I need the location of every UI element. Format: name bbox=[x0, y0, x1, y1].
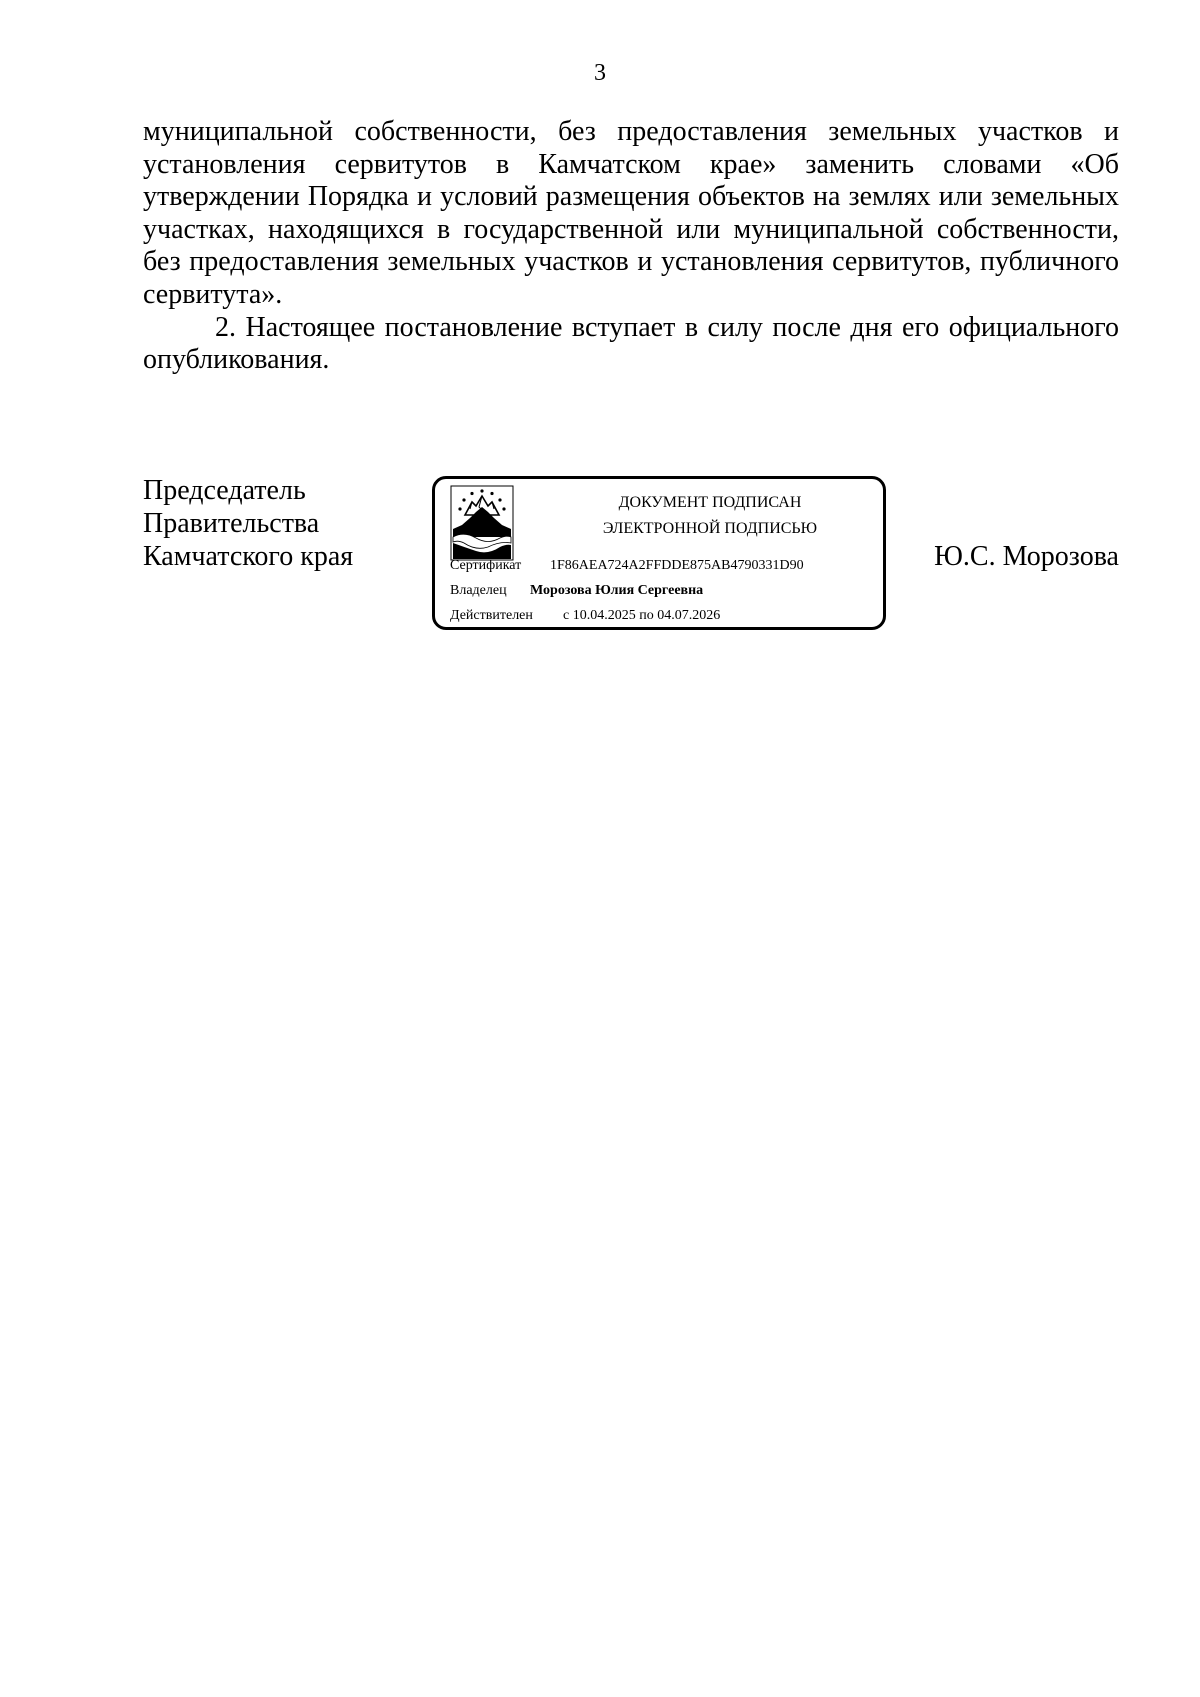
kamchatka-coat-of-arms-icon bbox=[450, 485, 514, 561]
certificate-value: 1F86AEA724A2FFDDE875AB4790331D90 bbox=[550, 558, 804, 573]
owner-value: Морозова Юлия Сергеевна bbox=[530, 583, 704, 598]
owner-label: Владелец bbox=[450, 583, 507, 598]
signer-position bbox=[143, 474, 353, 573]
signer-position-line: Камчатского края bbox=[143, 541, 354, 572]
document-body bbox=[143, 116, 1119, 377]
page-number: 3 bbox=[594, 60, 606, 86]
paragraph-item-2: 2. Настоящее постановление вступает в силу после дня его официального опубликования. bbox=[143, 311, 1119, 376]
stamp-owner-row bbox=[450, 582, 703, 600]
stamp-validity-row bbox=[450, 607, 720, 625]
stamp-heading-line: ЭЛЕКТРОННОЙ ПОДПИСЬЮ bbox=[602, 520, 818, 537]
signer-name: Ю.С. Морозова bbox=[934, 541, 1119, 572]
validity-label: Действителен bbox=[450, 608, 533, 623]
signer-position-line: Председатель bbox=[143, 475, 306, 506]
signer-position-line: Правительства bbox=[143, 508, 320, 539]
validity-value: с 10.04.2025 по 04.07.2026 bbox=[563, 608, 721, 623]
electronic-signature-stamp bbox=[432, 476, 886, 630]
stamp-certificate-row bbox=[450, 557, 804, 575]
paragraph-continuation: муниципальной собственности, без предоставления земельных участков и установления сервитутов в Камчатском крае» заменить словами «Об утверждении Порядка и условий размещения объектов на землях или земельных участках, находящихся в государственной или муниципальной собственности, без предоставления земельных участков и установления сервитутов, публичного сервитута». bbox=[143, 116, 1119, 310]
certificate-label: Сертификат bbox=[450, 558, 522, 573]
stamp-heading-line: ДОКУМЕНТ ПОДПИСАН bbox=[618, 494, 802, 511]
stamp-heading bbox=[535, 490, 885, 542]
